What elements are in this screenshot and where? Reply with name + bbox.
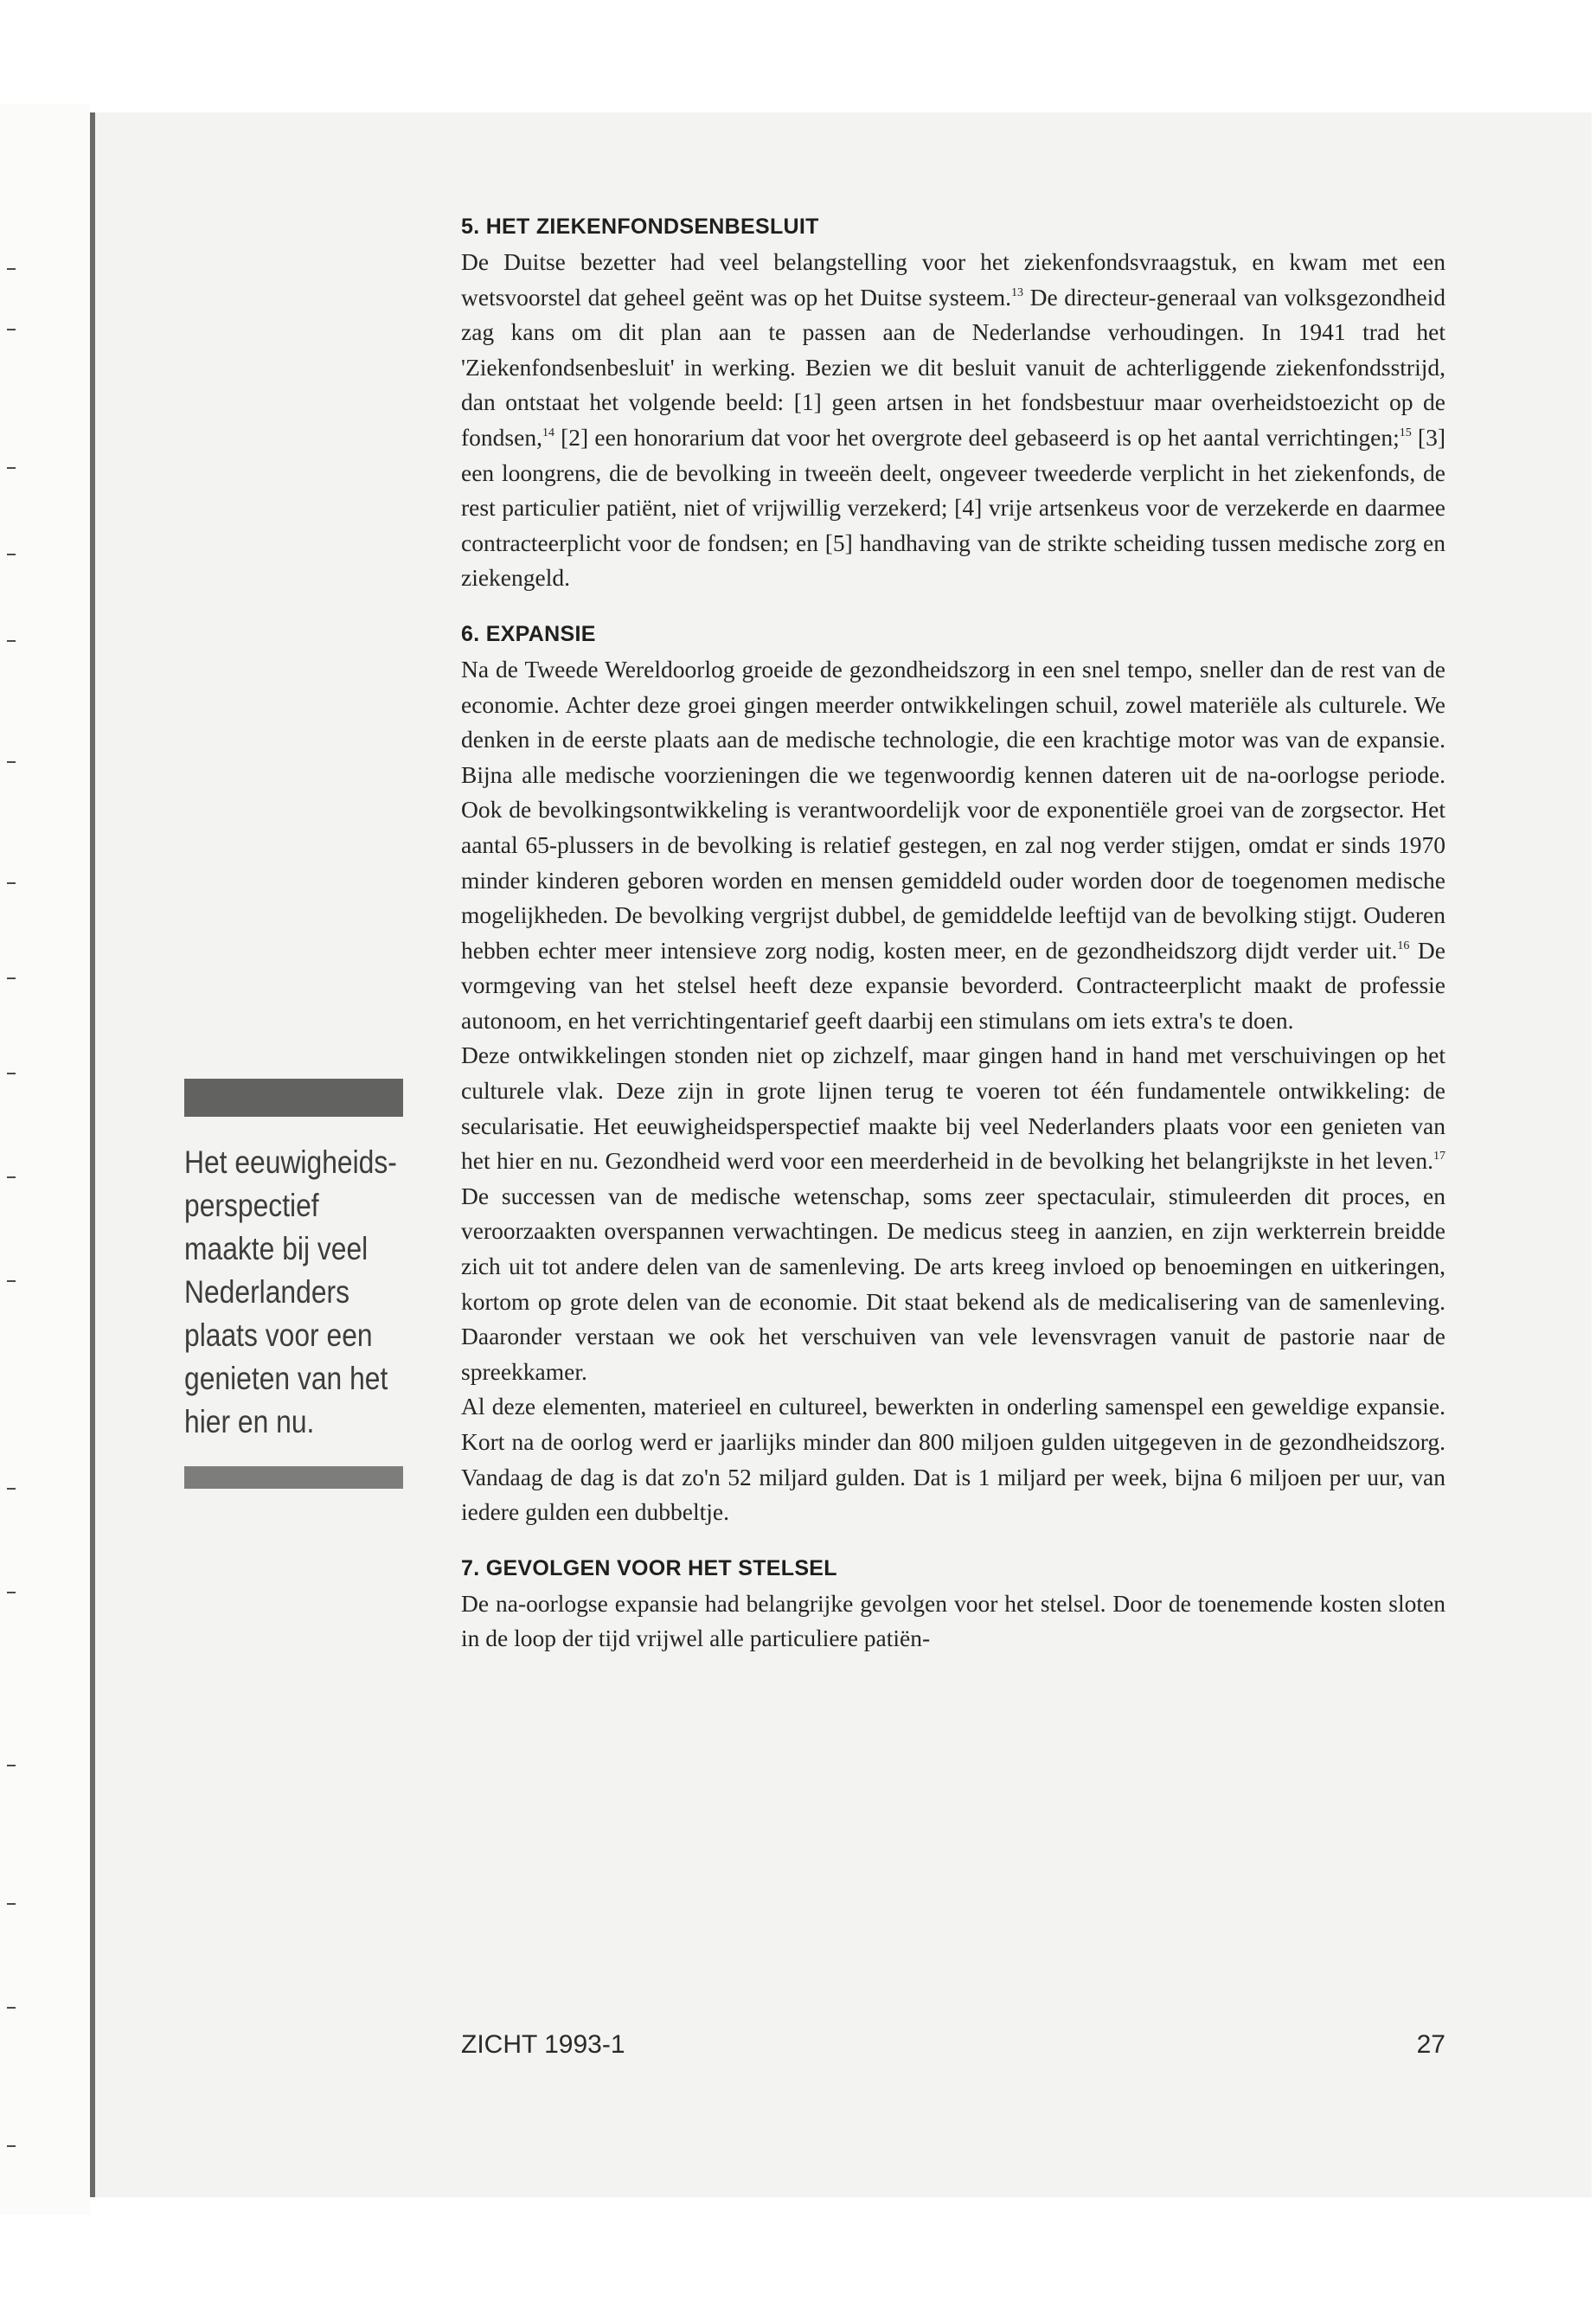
paragraph	[461, 652, 1445, 1039]
text-run: De na-oorlogse expansie had belangrijke gevolgen voor het stelsel. Door de toenemende kosten sloten in de loop der tijd vrijwel alle particuliere patiën-	[461, 1589, 1445, 1652]
article-body	[461, 215, 1445, 1682]
paragraph	[461, 1038, 1445, 1389]
paragraph	[461, 1389, 1445, 1529]
footnote-ref: 13	[1010, 285, 1023, 299]
footnote-ref: 15	[1399, 426, 1412, 439]
section-heading: 5. HET ZIEKENFONDSENBESLUIT	[461, 215, 819, 239]
paragraph	[461, 245, 1445, 596]
footnote-ref: 16	[1397, 939, 1410, 952]
pull-quote-top-bar	[184, 1079, 403, 1117]
footnote-ref: 14	[542, 426, 554, 439]
paragraph	[461, 1586, 1445, 1657]
pull-quote: Het eeuwigheids-perspectief maakte bij veel Nederlanders plaats voor een genieten van het hier en nu.	[184, 1144, 397, 1439]
text-run: De successen van de medische wetenschap, soms zeer spectaculair, stimuleerden dit proces, en veroorzaakten overspannen verwachtingen. De medicus steeg in aanzien, en zijn werkterrein breidde zich uit tot andere delen van de samenleving. De arts kreeg invloed op benoemingen en uitkeringen, kortom op grote delen van de economie. Dit staat bekend als de medicalisering van de samenleving. Daaronder verstaan we ook het verschuiven van vele levensvragen vanuit de pastorie naar de spreekkamer.	[461, 1182, 1445, 1385]
text-run: Al deze elementen, materieel en cultureel, bewerkten in onderling samenspel een geweldige expansie. Kort na de oorlog werd er jaarlijks minder dan 800 miljoen gulden uitgegeven in de gezondheidszorg. Vandaag de dag is dat zo'n 52 miljard gulden. Dat is 1 miljard per week, bijna 6 miljoen per uur, van iedere gulden een dubbeltje.	[461, 1393, 1445, 1526]
footnote-ref: 17	[1433, 1150, 1445, 1163]
text-run: Na de Tweede Wereldoorlog groeide de gezondheidszorg in een snel tempo, sneller dan de rest van de economie. Achter deze groei gingen meerder ontwikkelingen schuil, zowel materiële als culturele. We denken in de eerste plaats aan de medische technologie, die een krachtige motor was van de expansie. Bijna alle medische voorzieningen die we tegenwoordig kennen dateren uit de na-oorlogse periode. Ook de bevolkingsontwikkeling is verantwoordelijk voor de exponentiële groei van de zorgsector. Het aantal 65-plussers in de bevolking is relatief gestegen, en zal nog verder stijgen, omdat er sinds 1970 minder kinderen geboren worden en mensen gemiddeld ouder worden door de toegenomen medische mogelijkheden. De bevolking vergrijst dubbel, de gemiddelde leeftijd van de bevolking stijgt. Ouderen hebben echter meer intensieve zorg nodig, kosten meer, en de gezondheidszorg dijdt verder uit.	[461, 655, 1445, 964]
facing-page-margin	[0, 104, 90, 2214]
section	[461, 215, 1445, 596]
text-run: [2] een honorarium dat voor het overgrote deel gebaseerd is op het aantal verrichtingen;	[554, 423, 1400, 451]
section-heading: 7. GEVOLGEN VOOR HET STELSEL	[461, 1555, 837, 1580]
journal-issue: ZICHT 1993-1	[461, 2030, 625, 2059]
pull-quote-bottom-bar	[184, 1466, 403, 1489]
section-heading: 6. EXPANSIE	[461, 621, 596, 646]
pull-quote-box	[184, 1079, 405, 1489]
text-run: De vormgeving van het stelsel heeft deze expansie bevorderd. Contracteerplicht maakt de professie autonoom, en het verrichtingentarief geeft daarbij een stimulans om iets extra's te doen.	[461, 936, 1445, 1034]
text-run: [3] een loongrens, die de bevolking in tweeën deelt, ongeveer tweederde verplicht in het ziekenfonds, de rest particulier patiënt, niet of vrijwillig verzekerd; [4] vrije artsenkeus voor de verzekerde en daarmee contracteerplicht voor de fondsen; en [5] handhaving van de strikte scheiding tussen medische zorg en ziekengeld.	[461, 423, 1445, 592]
section	[461, 1556, 1445, 1657]
page-number: 27	[1416, 2030, 1445, 2059]
section	[461, 622, 1445, 1530]
text-run: De directeur-generaal van volksgezondheid zag kans om dit plan aan te passen aan de Nederlandse verhoudingen. In 1941 trad het 'Ziekenfondsenbesluit' in werking. Bezien we dit besluit vanuit de achterliggende ziekenfondsstrijd, dan ontstaat het volgende beeld: [1] geen artsen in het fondsbestuur maar overheidstoezicht op de fondsen,	[461, 283, 1445, 451]
text-run: Deze ontwikkelingen stonden niet op zichzelf, maar gingen hand in hand met verschuivingen op het culturele vlak. Deze zijn in grote lijnen terug te voeren tot één fundamentele ontwikkeling: de secularisatie. Het eeuwigheidsperspectief maakte bij veel Nederlanders plaats voor een genieten van het hier en nu. Gezondheid werd voor een meerderheid in de bevolking het belangrijkste in het leven.	[461, 1042, 1445, 1175]
text-run: De Duitse bezetter had veel belangstelling voor het ziekenfondsvraagstuk, en kwam met een wetsvoorstel dat geheel geënt was op het Duitse systeem.	[461, 248, 1445, 311]
